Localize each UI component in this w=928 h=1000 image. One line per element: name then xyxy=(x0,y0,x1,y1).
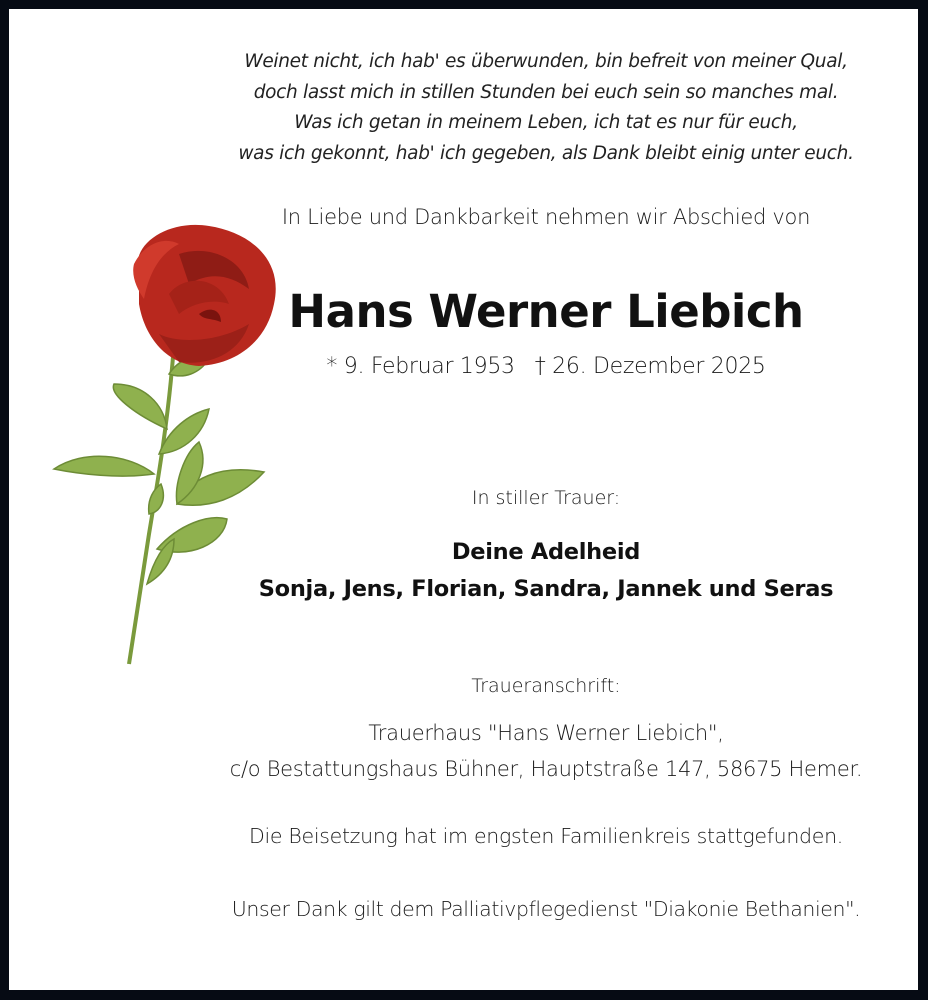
poem-line: doch lasst mich in stillen Stunden bei euch sein so manches mal. xyxy=(253,81,839,103)
deceased-name: Hans Werner Liebich xyxy=(288,285,804,338)
burial-note: Die Beisetzung hat im engsten Familienkreis stattgefunden. xyxy=(249,824,843,848)
poem-line: Was ich getan in meinem Leben, ich tat es nur für euch, xyxy=(294,112,798,133)
address-line: c/o Bestattungshaus Bühner, Hauptstraße 147, 58675 Hemer. xyxy=(229,757,863,781)
address-label: Traueranschrift: xyxy=(471,675,621,697)
rose-image xyxy=(49,214,289,674)
poem-line: was ich gekonnt, hab' ich gegeben, als Dank bleibt einig unter euch. xyxy=(238,142,854,164)
mourning-label: In stiller Trauer: xyxy=(471,487,621,509)
life-dates: * 9. Februar 1953 † 26. Dezember 2025 xyxy=(326,354,766,379)
thanks-note: Unser Dank gilt dem Palliativpflegedienst "Diakonie Bethanien". xyxy=(231,897,861,921)
poem xyxy=(180,47,912,169)
family-names xyxy=(180,534,912,608)
family-line: Sonja, Jens, Florian, Sandra, Jannek und Seras xyxy=(258,576,834,602)
obituary-notice xyxy=(9,9,918,990)
address xyxy=(180,715,912,787)
intro-text: In Liebe und Dankbarkeit nehmen wir Abschied von xyxy=(281,205,811,229)
poem-line: Weinet nicht, ich hab' es überwunden, bin befreit von meiner Qual, xyxy=(244,51,848,72)
address-line: Trauerhaus "Hans Werner Liebich", xyxy=(368,721,724,745)
family-line: Deine Adelheid xyxy=(451,539,641,565)
